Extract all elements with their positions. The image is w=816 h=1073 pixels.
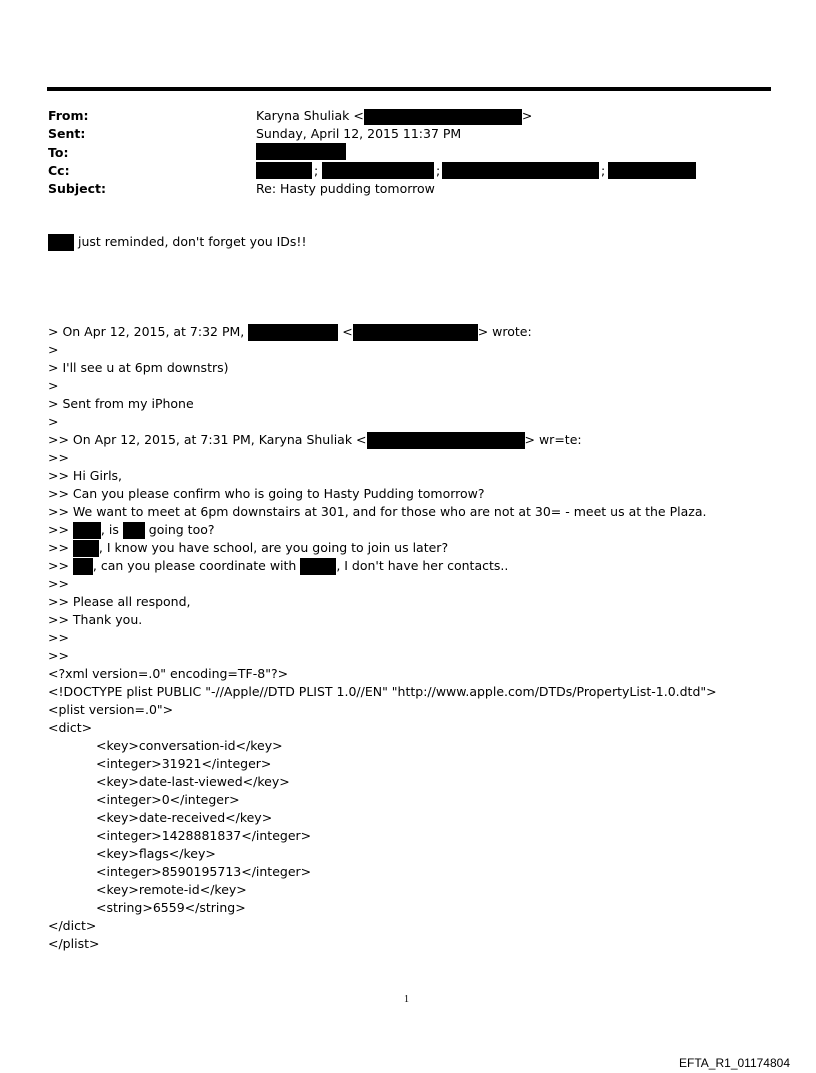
from-name: Karyna Shuliak < bbox=[256, 108, 364, 123]
plist-line: <integer>0</integer> bbox=[96, 792, 240, 807]
subject-label: Subject: bbox=[48, 181, 106, 196]
plist-line: <key>date-received</key> bbox=[96, 810, 273, 825]
to-label: To: bbox=[48, 145, 69, 160]
page-number: 1 bbox=[404, 994, 409, 1005]
quoted-line: >> Hi Girls, bbox=[48, 468, 123, 483]
from-close: > bbox=[521, 108, 533, 123]
quoted-line: > On Apr 12, 2015, at 7:32 PM, < > wrote: bbox=[48, 324, 532, 339]
plist-line: <key>flags</key> bbox=[96, 846, 216, 861]
subject-value: Re: Hasty pudding tomorrow bbox=[256, 181, 435, 196]
redaction-block bbox=[367, 432, 525, 449]
plist-line: <plist version=.0"> bbox=[48, 702, 174, 717]
from-value bbox=[256, 107, 532, 125]
bates-number: EFTA_R1_01174804 bbox=[679, 1056, 790, 1070]
redaction-block bbox=[364, 109, 522, 125]
quoted-line: > bbox=[48, 342, 59, 357]
quoted-line: >> bbox=[48, 450, 69, 465]
quoted-line: >> , is going too? bbox=[48, 522, 215, 537]
quoted-line: >> On Apr 12, 2015, at 7:31 PM, Karyna Shuliak < > wr=te: bbox=[48, 432, 582, 447]
redaction-block bbox=[256, 162, 312, 179]
redaction-block bbox=[322, 162, 434, 179]
redaction-block bbox=[442, 162, 599, 179]
plist-line: <key>remote-id</key> bbox=[96, 882, 247, 897]
plist-line: <string>6559</string> bbox=[96, 900, 246, 915]
redaction-block bbox=[256, 143, 346, 160]
cc-separator: ; bbox=[436, 163, 441, 178]
redaction-block bbox=[123, 522, 145, 539]
redaction-block bbox=[73, 522, 101, 539]
sent-label: Sent: bbox=[48, 126, 86, 141]
quoted-line: >> Please all respond, bbox=[48, 594, 191, 609]
quoted-line: >> bbox=[48, 648, 69, 663]
redaction-block bbox=[73, 558, 93, 575]
quoted-line: >> Thank you. bbox=[48, 612, 143, 627]
quoted-line: >> bbox=[48, 630, 69, 645]
plist-line: <?xml version=.0" encoding=TF-8"?> bbox=[48, 666, 289, 681]
redaction-block bbox=[48, 234, 74, 251]
plist-line: </dict> bbox=[48, 918, 97, 933]
sent-value: Sunday, April 12, 2015 11:37 PM bbox=[256, 126, 462, 141]
cc-separator: ; bbox=[314, 163, 319, 178]
plist-line: </plist> bbox=[48, 936, 100, 951]
quoted-line: > Sent from my iPhone bbox=[48, 396, 194, 411]
plist-line: <integer>8590195713</integer> bbox=[96, 864, 312, 879]
from-label: From: bbox=[48, 108, 89, 123]
redaction-block bbox=[608, 162, 696, 179]
quoted-line: > I'll see u at 6pm downstrs) bbox=[48, 360, 229, 375]
redaction-block bbox=[300, 558, 336, 575]
redaction-block bbox=[353, 324, 478, 341]
header-rule bbox=[47, 87, 771, 91]
reply-text: just reminded, don't forget you IDs!! bbox=[48, 233, 306, 251]
quoted-line: >> , can you please coordinate with , I don't have her contacts.. bbox=[48, 558, 509, 573]
quoted-line: >> bbox=[48, 576, 69, 591]
cc-separator: ; bbox=[601, 163, 606, 178]
quoted-line: >> We want to meet at 6pm downstairs at 301, and for those who are not at 30= - meet us at the Plaza. bbox=[48, 504, 707, 519]
quoted-line: >> Can you please confirm who is going to Hasty Pudding tomorrow? bbox=[48, 486, 485, 501]
plist-line: <!DOCTYPE plist PUBLIC "-//Apple//DTD PLIST 1.0//EN" "http://www.apple.com/DTDs/PropertyList-1.0.dtd"> bbox=[48, 684, 717, 699]
plist-line: <dict> bbox=[48, 720, 93, 735]
plist-line: <key>conversation-id</key> bbox=[96, 738, 283, 753]
cc-label: Cc: bbox=[48, 163, 70, 178]
plist-line: <key>date-last-viewed</key> bbox=[96, 774, 290, 789]
quoted-line: >> , I know you have school, are you going to join us later? bbox=[48, 540, 449, 555]
redaction-block bbox=[248, 324, 338, 341]
plist-line: <integer>1428881837</integer> bbox=[96, 828, 312, 843]
quoted-line: > bbox=[48, 414, 59, 429]
quoted-line: > bbox=[48, 378, 59, 393]
redaction-block bbox=[73, 540, 99, 557]
plist-line: <integer>31921</integer> bbox=[96, 756, 272, 771]
